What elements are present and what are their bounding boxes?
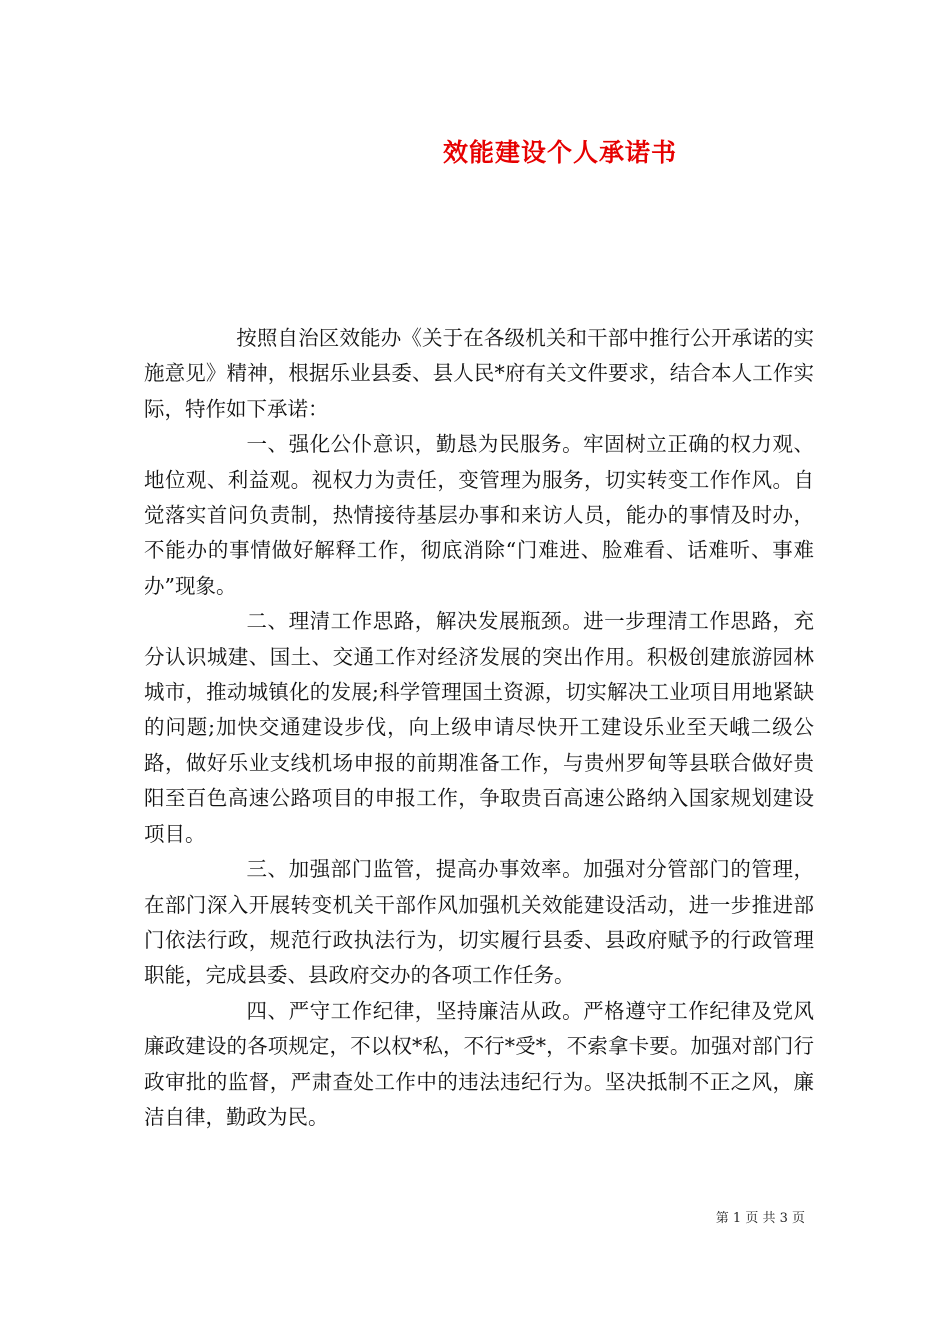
commitment-item-1: 一、强化公仆意识，勤恳为民服务。牢固树立正确的权力观、地位观、利益观。视权力为责任，变管理为服务，切实转变工作作风。自觉落实首问负责制，热情接待基层办事和来访人员，能办的事情及时办，不能办的事情做好解释工作，彻底消除“门难进、脸难看、话难听、事难办”现象。: [144, 432, 814, 598]
commitment-item-3: 三、加强部门监管，提高办事效率。加强对分管部门的管理，在部门深入开展转变机关干部作风加强机关效能建设活动，进一步推进部门依法行政，规范行政执法行为，切实履行县委、县政府赋予的行政管理职能，完成县委、县政府交办的各项工作任务。: [144, 857, 814, 988]
commitment-item-4: 四、严守工作纪律，坚持廉洁从政。严格遵守工作纪律及党风廉政建设的各项规定，不以权*私，不行*受*，不索拿卡要。加强对部门行政审批的监督，严肃查处工作中的违法违纪行为。坚决抵制不正之风，廉洁自律，勤政为民。: [144, 998, 814, 1129]
document-title: 效能建设个人承诺书: [442, 138, 677, 167]
document-body: [144, 321, 814, 1135]
page-footer: 第 1 页 共 3 页: [715, 1211, 805, 1226]
commitment-item-2: 二、理清工作思路，解决发展瓶颈。进一步理清工作思路，充分认识城建、国土、交通工作对经济发展的突出作用。积极创建旅游园林城市，推动城镇化的发展;科学管理国土资源，切实解决工业项目用地紧缺的问题;加快交通建设步伐，向上级申请尽快开工建设乐业至天峨二级公路，做好乐业支线机场申报的前期准备工作，与贵州罗甸等县联合做好贵阳至百色高速公路项目的申报工作，争取贵百高速公路纳入国家规划建设项目。: [144, 609, 814, 846]
intro-paragraph: 按照自治区效能办《关于在各级机关和干部中推行公开承诺的实施意见》精神，根据乐业县委、县人民*府有关文件要求，结合本人工作实际，特作如下承诺：: [144, 326, 814, 421]
